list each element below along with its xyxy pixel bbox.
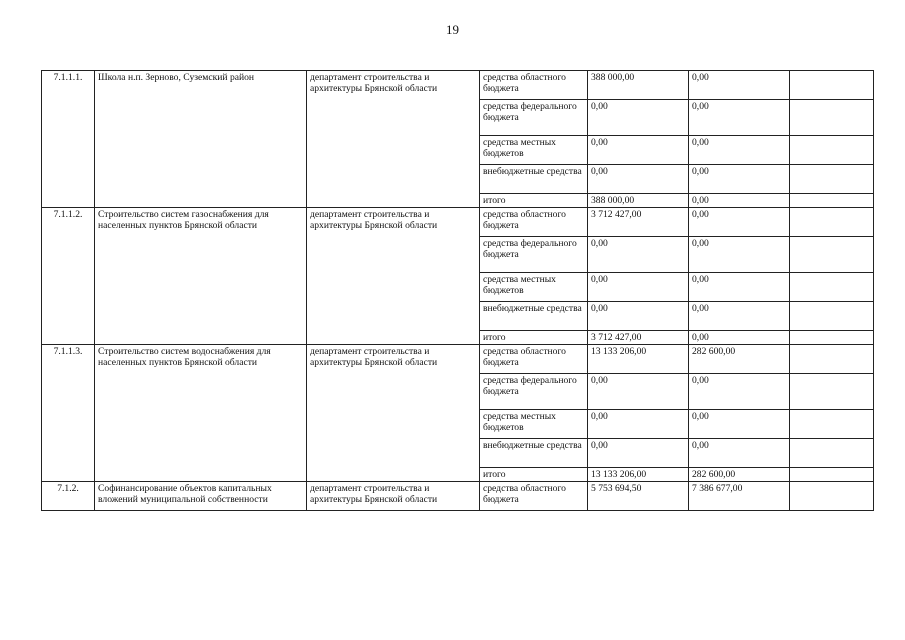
table-row: [42, 345, 874, 374]
funding-source: средства федерального бюджета: [480, 237, 588, 273]
row-code: 7.1.1.3.: [42, 345, 95, 482]
funding-source: средства федерального бюджета: [480, 374, 588, 410]
row-executor: департамент строительства и архитектуры Брянской области: [307, 345, 480, 482]
amount-1: 5 753 694,50: [588, 482, 689, 511]
funding-source: средства областного бюджета: [480, 345, 588, 374]
amount-3: [790, 208, 874, 237]
amount-2: 7 386 677,00: [689, 482, 790, 511]
amount-3: [790, 302, 874, 331]
amount-2: 0,00: [689, 71, 790, 100]
row-name: Школа н.п. Зерново, Суземский район: [95, 71, 307, 208]
funding-source: внебюджетные средства: [480, 439, 588, 468]
row-executor: департамент строительства и архитектуры Брянской области: [307, 71, 480, 208]
funding-source: итого: [480, 468, 588, 482]
funding-source: итого: [480, 331, 588, 345]
funding-source: средства местных бюджетов: [480, 273, 588, 302]
amount-2: 282 600,00: [689, 468, 790, 482]
amount-1: 388 000,00: [588, 194, 689, 208]
amount-1: 3 712 427,00: [588, 208, 689, 237]
amount-3: [790, 71, 874, 100]
amount-2: 0,00: [689, 136, 790, 165]
amount-2: 0,00: [689, 100, 790, 136]
row-name: Софинансирование объектов капитальных вложений муниципальной собственности: [95, 482, 307, 511]
funding-source: средства областного бюджета: [480, 482, 588, 511]
amount-1: 3 712 427,00: [588, 331, 689, 345]
amount-1: 0,00: [588, 302, 689, 331]
table-body: [42, 71, 874, 511]
amount-2: 0,00: [689, 237, 790, 273]
row-code: 7.1.2.: [42, 482, 95, 511]
amount-3: [790, 194, 874, 208]
amount-3: [790, 374, 874, 410]
amount-3: [790, 273, 874, 302]
amount-1: 13 133 206,00: [588, 345, 689, 374]
row-name: Строительство систем газоснабжения для населенных пунктов Брянской области: [95, 208, 307, 345]
amount-3: [790, 439, 874, 468]
amount-2: 0,00: [689, 331, 790, 345]
row-code: 7.1.1.2.: [42, 208, 95, 345]
row-executor: департамент строительства и архитектуры Брянской области: [307, 208, 480, 345]
amount-3: [790, 345, 874, 374]
amount-1: 388 000,00: [588, 71, 689, 100]
amount-1: 0,00: [588, 273, 689, 302]
amount-3: [790, 136, 874, 165]
amount-2: 0,00: [689, 273, 790, 302]
row-name: Строительство систем водоснабжения для населенных пунктов Брянской области: [95, 345, 307, 482]
amount-3: [790, 410, 874, 439]
funding-source: средства местных бюджетов: [480, 410, 588, 439]
table-row: [42, 482, 874, 511]
row-executor: департамент строительства и архитектуры Брянской области: [307, 482, 480, 511]
funding-source: итого: [480, 194, 588, 208]
amount-3: [790, 100, 874, 136]
amount-1: 0,00: [588, 136, 689, 165]
funding-source: средства областного бюджета: [480, 208, 588, 237]
amount-2: 282 600,00: [689, 345, 790, 374]
amount-1: 0,00: [588, 374, 689, 410]
amount-3: [790, 331, 874, 345]
page-number: 19: [446, 22, 459, 37]
funding-source: средства местных бюджетов: [480, 136, 588, 165]
amount-2: 0,00: [689, 194, 790, 208]
funding-source: средства федерального бюджета: [480, 100, 588, 136]
funding-source: внебюджетные средства: [480, 165, 588, 194]
amount-1: 0,00: [588, 165, 689, 194]
amount-3: [790, 237, 874, 273]
budget-table: [41, 70, 874, 511]
table-row: [42, 71, 874, 100]
amount-2: 0,00: [689, 208, 790, 237]
amount-1: 0,00: [588, 410, 689, 439]
funding-source: внебюджетные средства: [480, 302, 588, 331]
funding-source: средства областного бюджета: [480, 71, 588, 100]
amount-1: 13 133 206,00: [588, 468, 689, 482]
amount-2: 0,00: [689, 165, 790, 194]
amount-2: 0,00: [689, 302, 790, 331]
amount-1: 0,00: [588, 100, 689, 136]
amount-2: 0,00: [689, 374, 790, 410]
row-code: 7.1.1.1.: [42, 71, 95, 208]
table-row: [42, 208, 874, 237]
amount-3: [790, 482, 874, 511]
amount-2: 0,00: [689, 439, 790, 468]
amount-2: 0,00: [689, 410, 790, 439]
amount-1: 0,00: [588, 237, 689, 273]
amount-3: [790, 165, 874, 194]
amount-1: 0,00: [588, 439, 689, 468]
amount-3: [790, 468, 874, 482]
